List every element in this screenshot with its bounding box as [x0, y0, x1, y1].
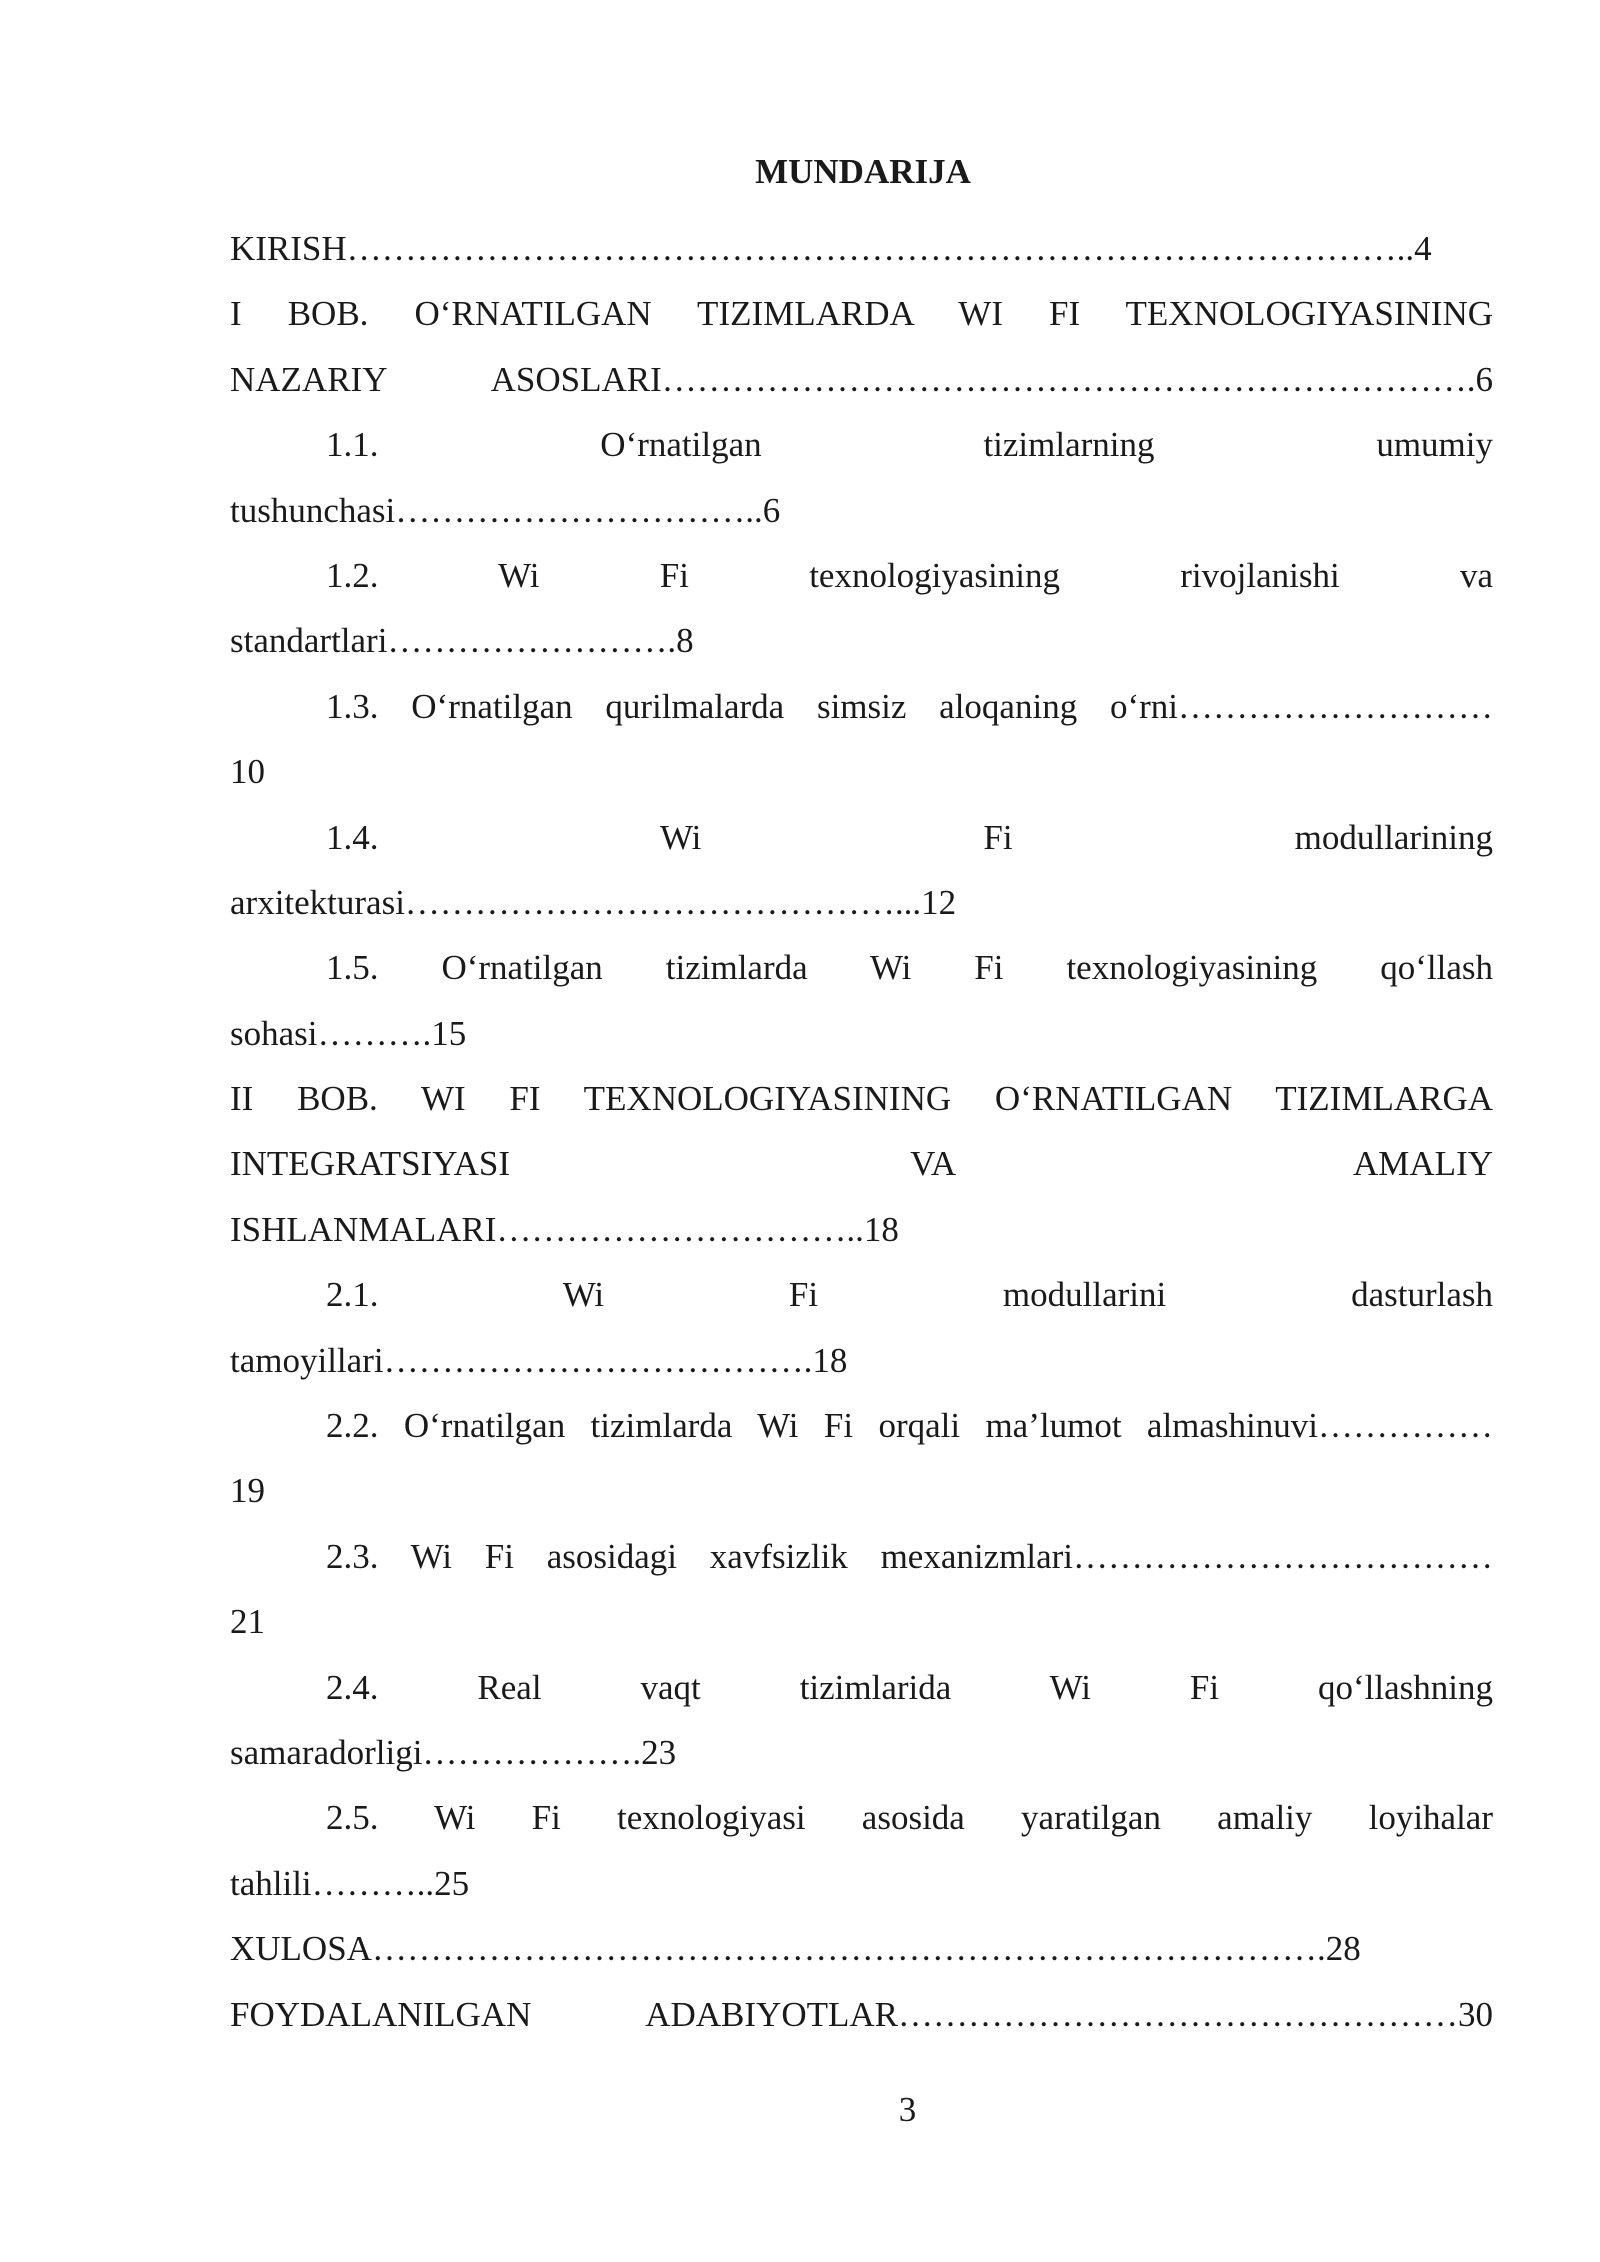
toc-line: INTEGRATSIYASI VA AMALIY: [230, 1144, 1493, 1184]
table-of-contents: [230, 216, 1493, 2047]
toc-line: FOYDALANILGAN ADABIYOTLAR…………………………………………30: [230, 1994, 1493, 2034]
toc-line: NAZARIY ASOSLARI…………………………………………………………….6: [230, 359, 1493, 399]
toc-line: 2.4. Real vaqt tizimlarida Wi Fi qo‘llashning: [326, 1667, 1493, 1707]
toc-line: arxitekturasi……………………………………...12: [230, 882, 957, 922]
toc-line: standartlari…………………….8: [230, 621, 694, 661]
toc-line: 1.3. O‘rnatilgan qurilmalarda simsiz aloqaning o‘rni………………………: [326, 686, 1493, 726]
toc-line: 1.1. O‘rnatilgan tizimlarning umumiy: [326, 425, 1493, 465]
toc-line: tahlili………..25: [230, 1863, 470, 1903]
toc-line: II BOB. WI FI TEXNOLOGIYASINING O‘RNATILGAN TIZIMLARGA: [230, 1079, 1493, 1119]
toc-line: XULOSA……………………………………………………………………….28: [230, 1929, 1361, 1969]
page-title: MUNDARIJA: [755, 152, 971, 191]
toc-line: samaradorligi……………….23: [230, 1732, 677, 1772]
toc-line: 21: [230, 1602, 265, 1642]
toc-line: 1.4. Wi Fi modullarining: [326, 817, 1493, 857]
toc-line: 10: [230, 752, 265, 792]
toc-line: 2.1. Wi Fi modullarini dasturlash: [326, 1275, 1493, 1315]
toc-line: 19: [230, 1471, 265, 1511]
toc-line: KIRISH………………………………………………………………………………..4: [230, 229, 1432, 268]
toc-line: 2.3. Wi Fi asosidagi xavfsizlik mexanizmlari………………………………: [326, 1536, 1493, 1576]
toc-line: tamoyillari……………………………….18: [230, 1340, 848, 1380]
page-number: 3: [898, 2090, 917, 2129]
toc-line: 1.2. Wi Fi texnologiyasining rivojlanishi va: [326, 555, 1493, 595]
toc-line: tushunchasi…………………………..6: [230, 490, 781, 530]
toc-line: 1.5. O‘rnatilgan tizimlarda Wi Fi texnologiyasining qo‘llash: [326, 948, 1493, 988]
toc-line: 2.5. Wi Fi texnologiyasi asosida yaratilgan amaliy loyihalar: [326, 1798, 1493, 1838]
toc-line: I BOB. O‘RNATILGAN TIZIMLARDA WI FI TEXNOLOGIYASINING: [230, 294, 1493, 334]
toc-line: ISHLANMALARI…………………………..18: [230, 1209, 899, 1249]
toc-line: sohasi……….15: [230, 1013, 467, 1053]
toc-line: 2.2. O‘rnatilgan tizimlarda Wi Fi orqali ma’lumot almashinuvi……………: [326, 1406, 1493, 1446]
